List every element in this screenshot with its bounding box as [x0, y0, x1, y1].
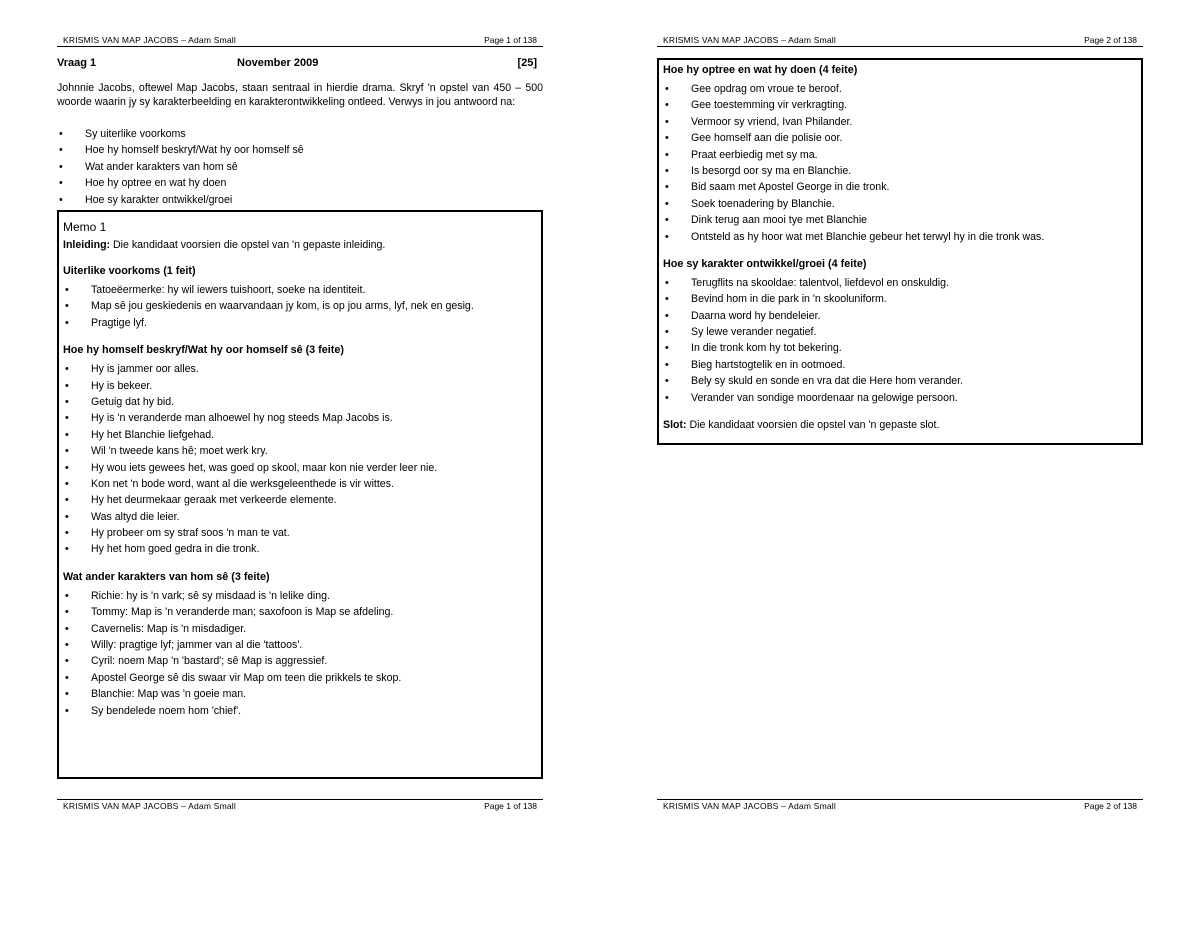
list-item: • Blanchie: Map was 'n goeie man. [63, 686, 541, 702]
list-item: • Getuig dat hy bid. [63, 394, 541, 410]
list-item: • Wat ander karakters van hom sê [57, 159, 543, 175]
list-item: • Soek toenadering by Blanchie. [663, 196, 1141, 212]
list-item: • Hy is bekeer. [63, 378, 541, 394]
footer-page-number: Page 2 of 138 [1084, 801, 1137, 811]
list-item: • Dink terug aan mooi tye met Blanchie [663, 212, 1141, 228]
header-page-number: Page 2 of 138 [1084, 35, 1137, 45]
section-list [63, 588, 541, 719]
page-footer [657, 799, 1143, 811]
list-item: • Sy uiterlike voorkoms [57, 126, 543, 142]
question-items [57, 126, 543, 208]
list-item: • Apostel George sê dis swaar vir Map om teen die prikkels te skop. [63, 670, 541, 686]
list-item: • Richie: hy is 'n vark; sê sy misdaad is 'n lelike ding. [63, 588, 541, 604]
list-item: • Gee toestemming vir verkragting. [663, 97, 1141, 113]
list-item: • Hy het Blanchie liefgehad. [63, 427, 541, 443]
memo-box [57, 210, 543, 779]
list-item: • Hy wou iets gewees het, was goed op skool, maar kon nie verder leer nie. [63, 460, 541, 476]
list-item: • Tatoeëermerke: hy wil iewers tuishoort, soeke na identiteit. [63, 282, 541, 298]
page-header [657, 35, 1143, 47]
list-item: • Map sê jou geskiedenis en waarvandaan jy kom, is op jou arms, lyf, nek en gesig. [63, 298, 541, 314]
list-item: • Terugflits na skooldae: talentvol, liefdevol en onskuldig. [663, 275, 1141, 291]
section-heading: Hoe sy karakter ontwikkel/groei (4 feite) [663, 257, 867, 270]
list-item: • Gee opdrag om vroue te beroof. [663, 81, 1141, 97]
list-item: • Daarna word hy bendeleier. [663, 308, 1141, 324]
list-item: • Cyril: noem Map 'n 'bastard'; sê Map is aggressief. [63, 653, 541, 669]
list-item: • Hoe sy karakter ontwikkel/groei [57, 192, 543, 208]
list-item: • Verander van sondige moordenaar na gelowige persoon. [663, 390, 1141, 406]
section-heading: Wat ander karakters van hom sê (3 feite) [63, 570, 270, 583]
question-date: November 2009 [237, 57, 319, 69]
footer-title: KRISMIS VAN MAP JACOBS – Adam Small [663, 801, 836, 811]
section-list [663, 81, 1141, 245]
list-item: • Hy het deurmekaar geraak met verkeerde elemente. [63, 492, 541, 508]
memo-title: Memo 1 [63, 220, 107, 234]
list-item: • Hy het hom goed gedra in die tronk. [63, 541, 541, 557]
section-list [63, 361, 541, 558]
header-page-number: Page 1 of 138 [484, 35, 537, 45]
section-list [663, 275, 1141, 406]
list-item: • Sy lewe verander negatief. [663, 324, 1141, 340]
question-title-row [57, 57, 543, 71]
question-marks: [25] [517, 57, 537, 69]
page-footer [57, 799, 543, 811]
intro-label: Inleiding: [63, 239, 111, 251]
list-item: • Wil 'n tweede kans hê; moet werk kry. [63, 443, 541, 459]
header-title: KRISMIS VAN MAP JACOBS – Adam Small [63, 35, 236, 45]
list-item: • In die tronk kom hy tot bekering. [663, 340, 1141, 356]
page-2 [600, 0, 1200, 927]
list-item: • Sy bendelede noem hom 'chief'. [63, 703, 541, 719]
list-item: • Gee homself aan die polisie oor. [663, 130, 1141, 146]
list-item: • Hy is jammer oor alles. [63, 361, 541, 377]
list-item: • Tommy: Map is 'n veranderde man; saxofoon is Map se afdeling. [63, 604, 541, 620]
list-item: • Hy probeer om sy straf soos 'n man te vat. [63, 525, 541, 541]
list-item: • Willy: pragtige lyf; jammer van al die 'tattoos'. [63, 637, 541, 653]
page-header [57, 35, 543, 47]
list-item: • Is besorgd oor sy ma en Blanchie. [663, 163, 1141, 179]
slot-label: Slot: [663, 419, 687, 432]
footer-title: KRISMIS VAN MAP JACOBS – Adam Small [63, 801, 236, 811]
list-item: • Cavernelis: Map is 'n misdadiger. [63, 621, 541, 637]
memo-box-continued [657, 58, 1143, 445]
list-item: • Hoe hy optree en wat hy doen [57, 175, 543, 191]
list-item: • Hoe hy homself beskryf/Wat hy oor homself sê [57, 142, 543, 158]
section-heading: Uiterlike voorkoms (1 feit) [63, 265, 196, 277]
list-item: • Kon net 'n bode word, want al die werksgeleenthede is vir wittes. [63, 476, 541, 492]
intro-text: Die kandidaat voorsien die opstel van 'n gepaste inleiding. [110, 239, 386, 251]
memo-intro [63, 238, 541, 252]
list-item: • Bely sy skuld en sonde en vra dat die Here hom verander. [663, 373, 1141, 389]
header-title: KRISMIS VAN MAP JACOBS – Adam Small [663, 35, 836, 45]
section-heading: Hoe hy optree en wat hy doen (4 feite) [663, 64, 858, 76]
list-item: • Vermoor sy vriend, Ivan Philander. [663, 114, 1141, 130]
slot-text: Die kandidaat voorsien die opstel van 'n gepaste slot. [686, 419, 940, 432]
section-heading: Hoe hy homself beskryf/Wat hy oor homself sê (3 feite) [63, 344, 344, 357]
list-item: • Ontsteld as hy hoor wat met Blanchie gebeur het terwyl hy in die tronk was. [663, 229, 1141, 245]
section-list [63, 282, 541, 331]
list-item: • Bid saam met Apostel George in die tronk. [663, 179, 1141, 195]
memo-conclusion [663, 418, 1141, 432]
list-item: • Was altyd die leier. [63, 509, 541, 525]
question-text: Johnnie Jacobs, oftewel Map Jacobs, staan sentraal in hierdie drama. Skryf 'n opstel van 450 – 500 woorde waarin jy sy karakterbeelding en karakterontwikkeling ontleed. Verwys in jou antwoord na: [57, 82, 543, 108]
list-item: • Pragtige lyf. [63, 315, 541, 331]
list-item: • Hy is 'n veranderde man alhoewel hy nog steeds Map Jacobs is. [63, 410, 541, 426]
footer-page-number: Page 1 of 138 [484, 801, 537, 811]
list-item: • Praat eerbiedig met sy ma. [663, 147, 1141, 163]
list-item: • Bevind hom in die park in 'n skooluniform. [663, 291, 1141, 307]
list-item: • Bieg hartstogtelik en in ootmoed. [663, 357, 1141, 373]
question-number: Vraag 1 [57, 57, 97, 69]
